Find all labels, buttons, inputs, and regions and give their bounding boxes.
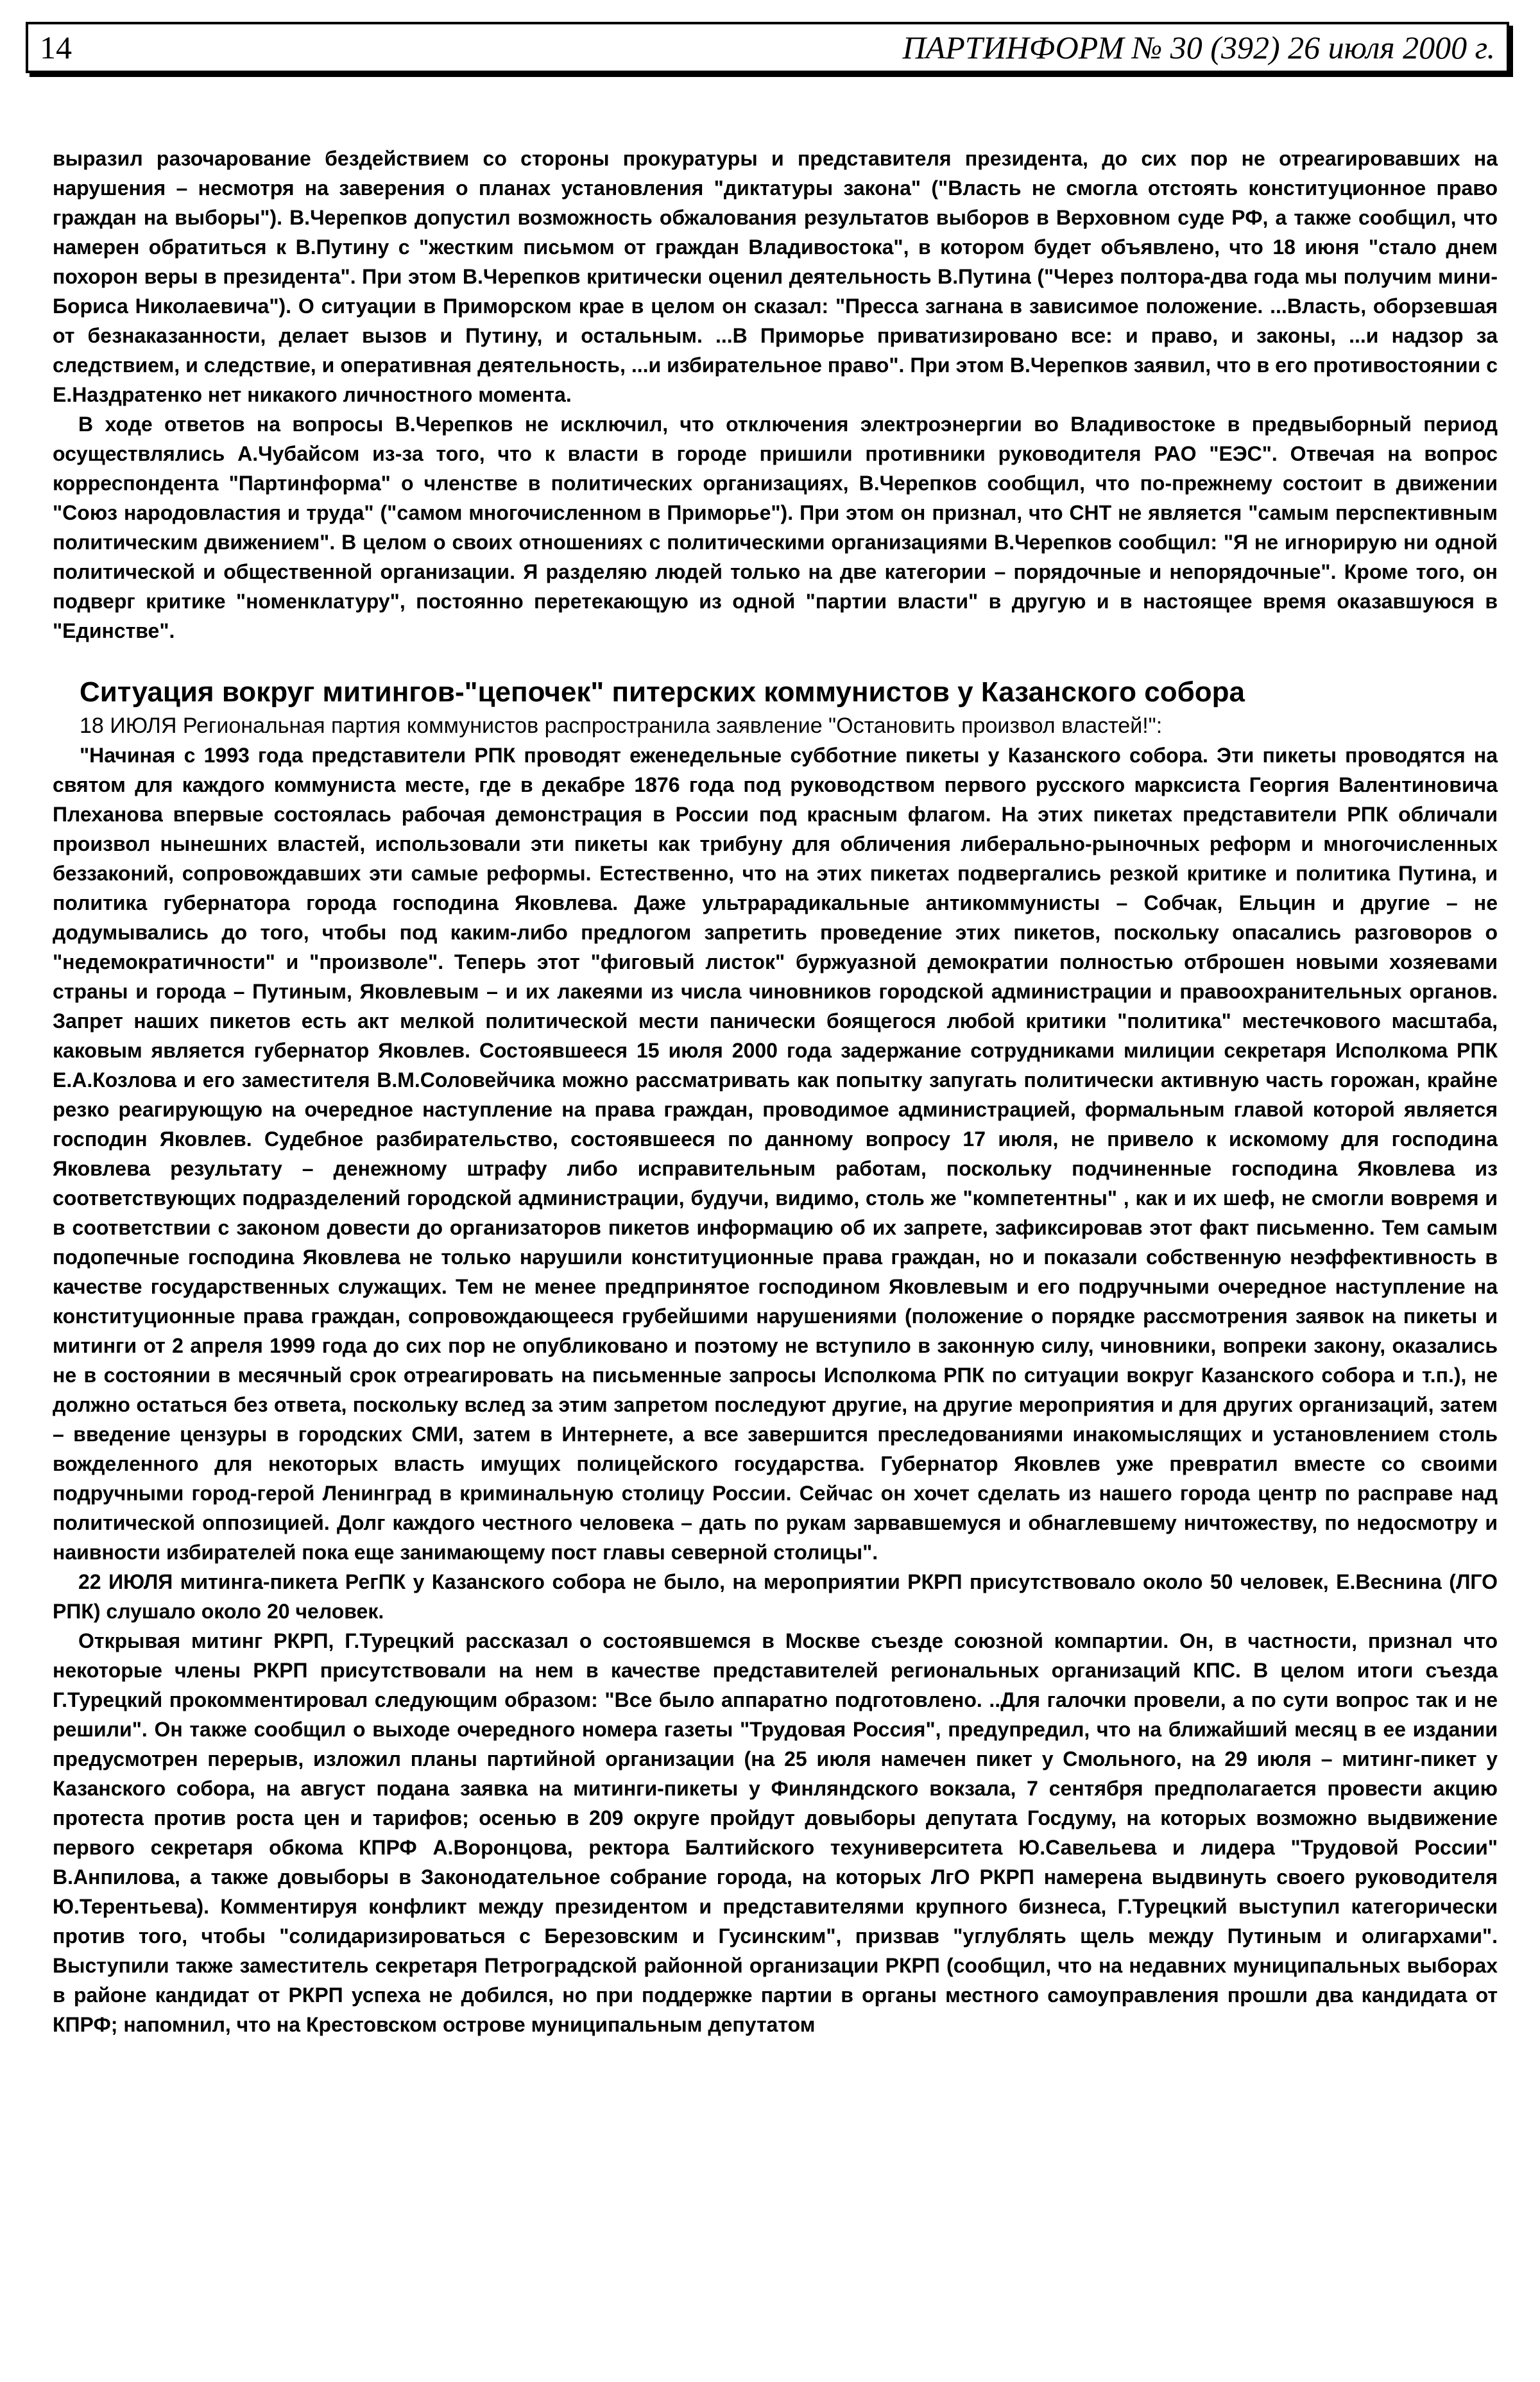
newspaper-page <box>26 22 1509 2039</box>
page-header <box>26 22 1509 73</box>
page-number: 14 <box>40 30 72 65</box>
article-headline: Ситуация вокруг митингов-"цепочек" питерских коммунистов у Казанского собора <box>80 676 1245 708</box>
publication-title: ПАРТИНФОРМ № 30 (392) 26 июля 2000 г. <box>902 30 1495 65</box>
article-body <box>53 741 1498 2039</box>
paragraph: 22 ИЮЛЯ митинга-пикета РегПК у Казанского собора не было, на мероприятии РКРП присутствовало около 50 человек, Е.Веснина (ЛГО РПК) слушало около 20 человек. <box>53 1570 1498 1623</box>
paragraph: В ходе ответов на вопросы В.Черепков не исключил, что отключения электроэнергии во Владивостоке в предвыборный период осуществлялись А.Чубайсом из-за того, что к власти в городе пришили противники руководителя РАО "ЕЭС". Отвечая на вопрос корреспондента "Партинформа" о членстве в политических организациях, В.Черепков сообщил, что по-прежнему состоит в движении "Союз народовластия и труда" ("самом многочисленном в Приморье"). При этом он признал, что СНТ не является "самым перспективным политическим движением". В целом о своих отношениях с политическими организациями В.Черепков сообщил: "Я не игнорирую ни одной политической и общественной организации. Я разделяю людей только на две категории – порядочные и непорядочные". Кроме того, он подверг критике "номенклатуру", постоянно перетекающую из одной "партии власти" в другую и в настоящее время оказавшуюся в "Единстве". <box>53 413 1498 642</box>
article-continuation <box>53 144 1498 646</box>
paragraph: "Начиная с 1993 года представители РПК проводят еженедельные субботние пикеты у Казанского собора. Эти пикеты проводятся на святом для каждого коммуниста месте, где в декабре 1876 года под руководством первого русского марксиста Георгия Валентиновича Плеханова впервые состоялась рабочая демонстрация в России под красным флагом. На этих пикетах представители РПК обличали произвол нынешних властей, использовали эти пикеты как трибуну для обличения либерально-рыночных реформ и многочисленных беззаконий, сопровождавших эти самые реформы. Естественно, что на этих пикетах подвергались резкой критике и политика Путина, и политика губернатора города господина Яковлева. Даже ультрарадикальные антикоммунисты – Собчак, Ельцин и другие – не додумывались до того, чтобы под каким-либо предлогом запретить проведение этих пикетов, поскольку опасались разговоров о "недемократичности" и "произволе". Теперь этот "фиговый листок" буржуазной демократии полностью отброшен новыми хозяевами страны и города – Путиным, Яковлевым – и их лакеями из числа чиновников городской администрации и правоохранительных органов. Запрет наших пикетов есть акт мелкой политической мести панически боящегося любой критики "политика" местечкового масштаба, каковым является губернатор Яковлев. Состоявшееся 15 июля 2000 года задержание сотрудниками милиции секретаря Исполкома РПК Е.А.Козлова и его заместителя В.М.Соловейчика можно рассматривать как попытку запугать политически активную часть горожан, крайне резко реагирующую на очередное наступление на права граждан, проводимое администрацией, формальным главой которой является господин Яковлев. Судебное разбирательство, состоявшееся по данному вопросу 17 июля, не привело к искомому для господина Яковлева результату – денежному штрафу либо исправительным работам, поскольку подчиненные господина Яковлева из соответствующих подразделений городской администрации, будучи, видимо, столь же "компетентны" , как и их шеф, не смогли вовремя и в соответствии с законом довести до организаторов пикетов информацию об их запрете, зафиксировав этот факт письменно. Тем самым подопечные господина Яковлева не только нарушили конституционные права граждан, но и показали собственную неэффективность в качестве государственных служащих. Тем не менее предпринятое господином Яковлевым и его подручными очередное наступление на конституционные права граждан, сопровождающееся грубейшими нарушениями (положение о порядке рассмотрения заявок на пикеты и митинги от 2 апреля 1999 года до сих пор не опубликовано и поэтому не вступило в законную силу, чиновники, вопреки закону, оказались не в состоянии в месячный срок отреагировать на письменные запросы Исполкома РПК по ситуации вокруг Казанского собора и т.п.), не должно остаться без ответа, поскольку вслед за этим запретом последуют другие, на другие мероприятия и для других организаций, затем – введение цензуры в городских СМИ, затем в Интернете, а все завершится преследованиями инакомыслящих и установлением столь вожделенного для некоторых власть имущих полицейского государства. Губернатор Яковлев уже превратил вместе со своими подручными город-герой Ленинград в криминальную столицу России. Сейчас он хочет сделать из нашего города центр по расправе над политической оппозицией. Долг каждого честного человека – дать по рукам зарвавшемуся и обнаглевшему ничтожеству, по недосмотру и наивности избирателей пока еще занимающему пост главы северной столицы". <box>53 744 1498 1564</box>
paragraph: выразил разочарование бездействием со стороны прокуратуры и представителя президента, до сих пор не отреагировавших на нарушения – несмотря на заверения о планах установления "диктатуры закона" ("Власть не смогла отстоять конституционное право граждан на выборы"). В.Черепков допустил возможность обжалования результатов выборов в Верховном суде РФ, а также сообщил, что намерен обратиться к В.Путину с "жестким письмом от граждан Владивостока", в котором будет объявлено, что 18 июня "стало днем похорон веры в президента". При этом В.Черепков критически оценил деятельность В.Путина ("Через полтора-два года мы получим мини-Бориса Николаевича"). О ситуации в Приморском крае в целом он сказал: "Пресса загнана в зависимое положение. ...Власть, оборзевшая от безнаказанности, делает вызов и Путину, и остальным. ...В Приморье приватизировано все: и право, и законы, ...и надзор за следствием, и следствие, и оперативная деятельность, ...и избирательное право". При этом В.Черепков заявил, что в его противостоянии с Е.Наздратенко нет никакого личностного момента. <box>53 147 1498 406</box>
article-lead: 18 ИЮЛЯ Региональная партия коммунистов распространила заявление "Остановить произвол властей!": <box>80 714 1163 738</box>
paragraph: Открывая митинг РКРП, Г.Турецкий рассказал о состоявшемся в Москве съезде союзной компартии. Он, в частности, признал что некоторые члены РКРП присутствовали на нем в качестве представителей региональных организаций КПС. В целом итоги съезда Г.Турецкий прокомментировал следующим образом: "Все было аппаратно подготовлено. ..Для галочки провели, а по сути вопрос так и не решили". Он также сообщил о выходе очередного номера газеты "Трудовая Россия", предупредил, что на ближайший месяц в ее издании предусмотрен перерыв, изложил планы партийной организации (на 25 июля намечен пикет у Смольного, на 29 июля – митинг-пикет у Казанского собора, на август подана заявка на митинги-пикеты у Финляндского вокзала, 7 сентября предполагается провести акцию протеста против роста цен и тарифов; осенью в 209 округе пройдут довыборы депутата Госдуму, на которых возможно выдвижение первого секретаря обкома КПРФ А.Воронцова, ректора Балтийского техуниверситета Ю.Савельева и лидера "Трудовой России" В.Анпилова, а также довыборы в Законодательное собрание города, на которых ЛгО РКРП намерена выдвинуть своего руководителя Ю.Терентьева). Комментируя конфликт между президентом и представителями крупного бизнеса, Г.Турецкий выступил категорически против того, чтобы "солидаризироваться с Березовским и Гусинским", призвав "углублять щель между Путиным и олигархами". Выступили также заместитель секретаря Петроградской районной организации РКРП (сообщил, что на недавних муниципальных выборах в районе кандидат от РКРП успеха не добился, но при поддержке партии в органы местного самоуправления прошли два кандидата от КПРФ; напомнил, что на Крестовском острове муниципальным депутатом <box>53 1629 1498 2036</box>
